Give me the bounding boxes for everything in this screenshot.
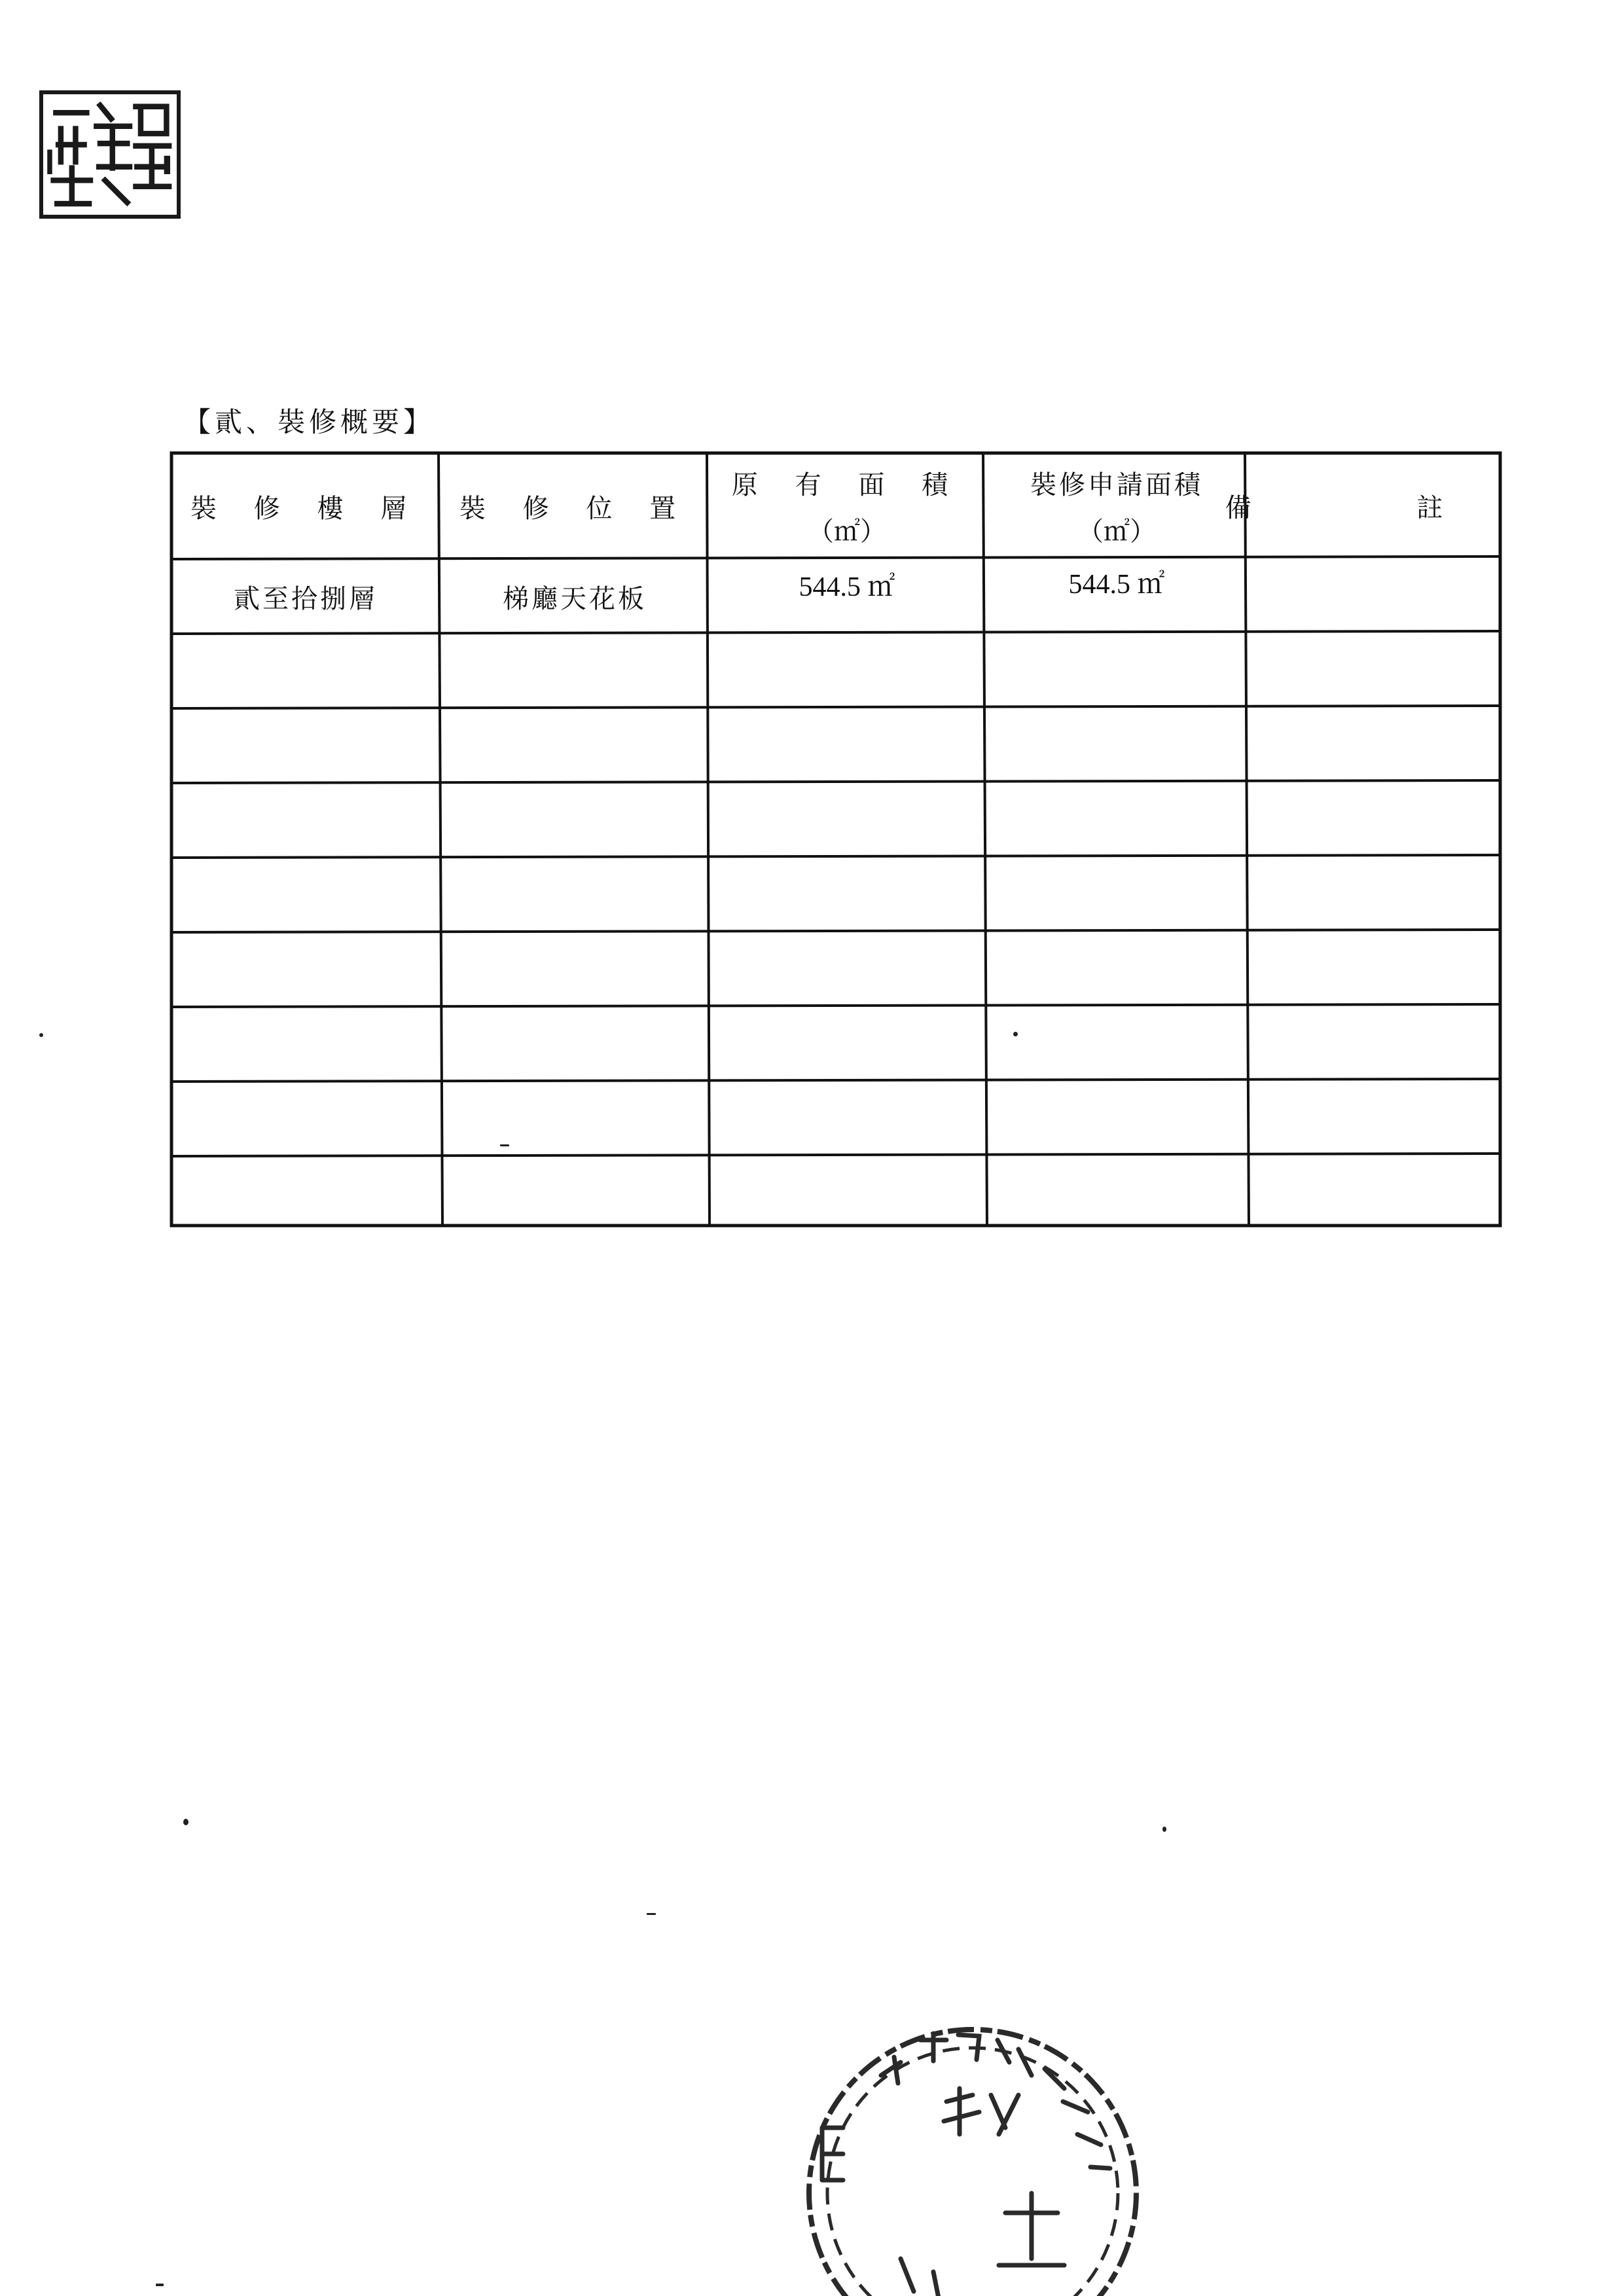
- header-original-area-label: 原 有 面 積: [731, 470, 963, 500]
- renovation-outline-table: [169, 448, 1522, 1228]
- row-1-floor: 貳至拾捌層: [234, 583, 378, 614]
- header-original-area: [710, 456, 984, 556]
- scan-speck: [183, 1819, 189, 1825]
- section-heading: 【貳、裝修概要】: [183, 406, 435, 438]
- table-cell-applied-area: [987, 546, 1246, 618]
- row-1-location: 梯廳天花板: [503, 583, 647, 614]
- square-seal-stamp: [39, 90, 181, 219]
- header-original-area-unit: （㎡）: [808, 517, 886, 547]
- header-location-label: 裝 修 位 置: [459, 493, 691, 524]
- row-1-applied-area: 544.5 ㎡: [1068, 570, 1165, 600]
- scan-speck: [1162, 1827, 1166, 1832]
- table-cell-floor: [174, 560, 437, 632]
- header-applied-area: [987, 456, 1246, 556]
- header-applied-area-label: 裝修申請面積: [1030, 470, 1203, 500]
- round-official-seal: [783, 1997, 1149, 2296]
- scan-speck: [156, 2284, 164, 2286]
- scan-speck: [39, 1033, 43, 1037]
- table-cell-remarks: [1249, 560, 1498, 632]
- scan-speck: [647, 1913, 656, 1915]
- table-cell-original-area: [710, 549, 984, 621]
- header-applied-area-unit: （㎡）: [1077, 517, 1156, 547]
- header-remarks-label: 備 註: [1225, 493, 1522, 523]
- header-floor: [174, 456, 437, 556]
- scan-speck: [1013, 1032, 1018, 1036]
- header-location: [442, 456, 707, 556]
- scan-speck: [500, 1144, 509, 1146]
- header-floor-label: 裝 修 樓 層: [190, 493, 422, 524]
- row-1-original-area: 544.5 ㎡: [799, 572, 895, 602]
- table-cell-location: [442, 560, 707, 632]
